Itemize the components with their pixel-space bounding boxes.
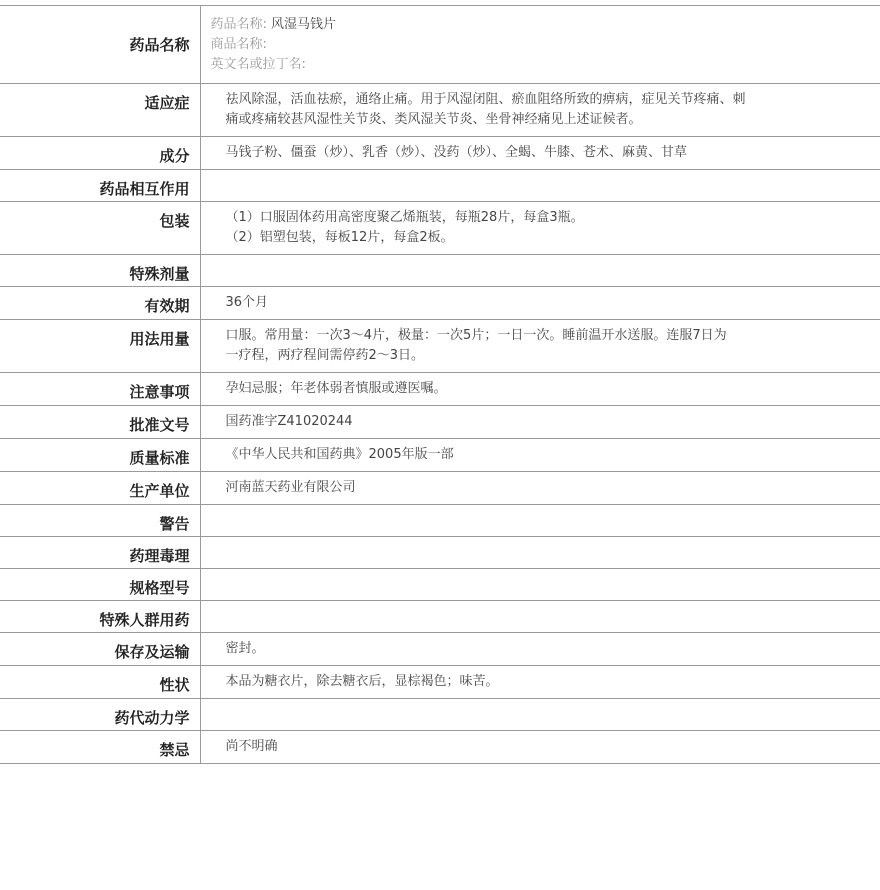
row-label: 注意事项 xyxy=(0,373,200,406)
row-value-line: 马钱子粉、僵蚕（炒）、乳香（炒）、没药（炒）、全蝎、牛膝、苍术、麻黄、甘草 xyxy=(225,145,688,160)
row-label: 药品名称 xyxy=(0,6,200,84)
row-label: 药品相互作用 xyxy=(0,170,200,202)
drug-name-cell xyxy=(200,6,880,84)
spec-row xyxy=(0,137,880,170)
row-label: 保存及运输 xyxy=(0,633,200,666)
row-value xyxy=(200,569,880,601)
row-label: 警告 xyxy=(0,505,200,537)
row-label: 质量标准 xyxy=(0,439,200,472)
spec-row xyxy=(0,569,880,601)
row-label: 批准文号 xyxy=(0,406,200,439)
spec-row xyxy=(0,287,880,320)
spec-row xyxy=(0,699,880,731)
row-value-line: 痛或疼痛较甚风湿性关节炎、类风湿关节炎、坐骨神经痛见上述证候者。 xyxy=(225,112,642,127)
row-label: 成分 xyxy=(0,137,200,170)
spec-row xyxy=(0,202,880,255)
spec-row xyxy=(0,731,880,764)
row-value xyxy=(200,202,880,255)
row-value-line: 河南蓝天药业有限公司 xyxy=(225,480,356,495)
drug-name-line xyxy=(211,15,871,35)
row-value xyxy=(200,439,880,472)
row-value xyxy=(200,537,880,569)
row-label: 包装 xyxy=(0,202,200,255)
drug-spec-table xyxy=(0,5,880,764)
row-label: 禁忌 xyxy=(0,731,200,764)
spec-row xyxy=(0,373,880,406)
row-value-line: 36个月 xyxy=(225,295,269,310)
row-value-line: 口服。常用量：一次3～4片，极量：一次5片；一日一次。睡前温开水送服。连服7日为 xyxy=(225,328,727,343)
drug-name-label: 药品名称: xyxy=(210,17,267,32)
row-label: 有效期 xyxy=(0,287,200,320)
row-value-line: 国药准字Z41020244 xyxy=(225,414,353,429)
row-label: 特殊剂量 xyxy=(0,255,200,287)
row-label: 适应症 xyxy=(0,84,200,137)
spec-row xyxy=(0,537,880,569)
row-value-line: （1）口服固体药用高密度聚乙烯瓶装，每瓶28片，每盒3瓶。 xyxy=(225,210,584,225)
drug-name-row xyxy=(0,6,880,84)
spec-row xyxy=(0,601,880,633)
trade-name-label: 商品名称: xyxy=(210,37,267,52)
row-value-line: 孕妇忌服；年老体弱者慎服或遵医嘱。 xyxy=(225,381,447,396)
row-value xyxy=(200,666,880,699)
row-label: 规格型号 xyxy=(0,569,200,601)
row-label: 性状 xyxy=(0,666,200,699)
drug-spec-sheet xyxy=(0,5,880,764)
row-value xyxy=(200,406,880,439)
row-value-line: 本品为糖衣片，除去糖衣后，显棕褐色；味苦。 xyxy=(225,674,499,689)
row-value xyxy=(200,170,880,202)
spec-row xyxy=(0,255,880,287)
row-value xyxy=(200,472,880,505)
spec-row xyxy=(0,666,880,699)
row-value xyxy=(200,84,880,137)
row-value xyxy=(200,633,880,666)
spec-row xyxy=(0,633,880,666)
row-label: 药代动力学 xyxy=(0,699,200,731)
row-value-line: 祛风除湿，活血祛瘀，通络止痛。用于风湿闭阻、瘀血阻络所致的痹病，症见关节疼痛、刺 xyxy=(225,92,746,107)
row-value xyxy=(200,373,880,406)
row-value xyxy=(200,255,880,287)
row-label: 特殊人群用药 xyxy=(0,601,200,633)
row-value xyxy=(200,699,880,731)
row-value xyxy=(200,601,880,633)
row-value-line: 一疗程，两疗程间需停药2～3日。 xyxy=(225,348,425,363)
drug-name-value: 风湿马钱片 xyxy=(271,17,337,32)
row-value-line: 尚不明确 xyxy=(225,739,278,754)
spec-row xyxy=(0,505,880,537)
row-label: 药理毒理 xyxy=(0,537,200,569)
spec-row xyxy=(0,472,880,505)
row-value xyxy=(200,731,880,764)
row-value xyxy=(200,137,880,170)
row-label: 用法用量 xyxy=(0,320,200,373)
spec-row xyxy=(0,320,880,373)
spec-row xyxy=(0,439,880,472)
spec-row xyxy=(0,84,880,137)
row-value xyxy=(200,505,880,537)
row-value-line: 密封。 xyxy=(225,641,265,656)
row-value xyxy=(200,287,880,320)
row-value-line: （2）铝塑包装，每板12片，每盒2板。 xyxy=(225,230,454,245)
row-label: 生产单位 xyxy=(0,472,200,505)
row-value xyxy=(200,320,880,373)
english-name-label: 英文名或拉丁名: xyxy=(210,57,306,72)
spec-row xyxy=(0,170,880,202)
row-value-line: 《中华人民共和国药典》2005年版一部 xyxy=(225,447,454,462)
spec-row xyxy=(0,406,880,439)
